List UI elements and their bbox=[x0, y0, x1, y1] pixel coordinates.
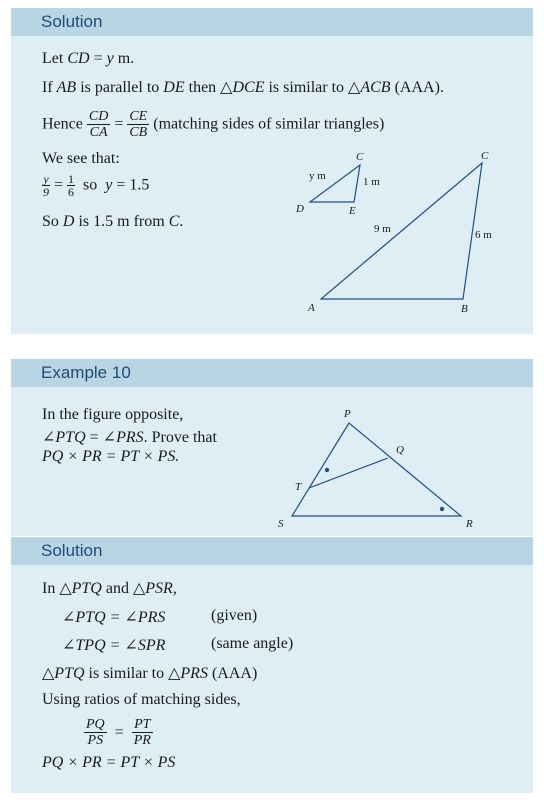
label-a: A bbox=[308, 302, 315, 314]
frac-den-cb: CB bbox=[129, 125, 148, 140]
solution2-line-same-note: (same angle) bbox=[211, 635, 294, 652]
text-in: In bbox=[42, 580, 60, 597]
example-line-claim: PQ × PR = PT × PS. bbox=[42, 448, 180, 465]
solution2-line-in bbox=[42, 578, 177, 598]
solution-line-equation bbox=[42, 173, 149, 198]
text-similar: is similar to bbox=[264, 79, 349, 96]
var-y: y bbox=[106, 50, 114, 67]
text-then: then bbox=[184, 79, 221, 96]
triangle-psr bbox=[292, 423, 461, 516]
text-unit: m. bbox=[113, 50, 135, 67]
angle-prs: ∠PRS bbox=[102, 429, 144, 446]
solution-line-we-see: We see that: bbox=[42, 150, 120, 167]
fraction-pq-ps bbox=[84, 717, 107, 748]
triangle-pqr-figure bbox=[275, 403, 490, 538]
label-9m: 9 m bbox=[374, 223, 391, 235]
angle-mark-r bbox=[440, 507, 444, 511]
var-cd: CD bbox=[67, 50, 90, 67]
label-p: P bbox=[344, 408, 351, 420]
example-header bbox=[11, 359, 533, 387]
label-e: E bbox=[349, 205, 356, 217]
solution2-line-result: PQ × PR = PT × PS bbox=[42, 754, 176, 771]
var-ab: AB bbox=[56, 79, 77, 96]
text-aaa: (AAA). bbox=[390, 79, 444, 96]
fraction-cd-ca bbox=[87, 109, 110, 140]
frac-den-pr: PR bbox=[133, 733, 151, 748]
solution2-line-fraction bbox=[84, 717, 153, 748]
solution2-header-label: Solution bbox=[41, 541, 103, 560]
solution-line-parallel bbox=[42, 77, 444, 97]
text-so2: So bbox=[42, 213, 63, 230]
label-s: S bbox=[278, 518, 284, 530]
example-line-angles bbox=[42, 427, 217, 447]
text-eq2: = bbox=[110, 115, 128, 133]
frac-num-y: y bbox=[43, 172, 49, 186]
angle-mark-t bbox=[325, 468, 329, 472]
fraction-pt-pr bbox=[132, 717, 153, 748]
text-eq4: = bbox=[85, 429, 103, 446]
text-let: Let bbox=[42, 50, 68, 67]
text-and: and bbox=[101, 580, 133, 597]
solution2-header bbox=[11, 537, 533, 565]
triangle-prs: △PRS bbox=[168, 665, 208, 682]
label-b: B bbox=[461, 303, 468, 315]
triangle-ptq: △PTQ bbox=[59, 580, 102, 597]
label-6m: 6 m bbox=[475, 229, 492, 241]
solution2-line-given-eq: ∠PTQ = ∠PRS bbox=[62, 609, 166, 626]
solution-line-conclusion bbox=[42, 213, 183, 231]
frac-den-ps: PS bbox=[87, 733, 104, 748]
text-so: so bbox=[75, 176, 106, 194]
text-eq5: = bbox=[114, 723, 124, 741]
text-parallel: is parallel to bbox=[76, 79, 164, 96]
var-y-result: y bbox=[105, 176, 113, 194]
text-if: If bbox=[42, 79, 57, 96]
label-d: D bbox=[296, 203, 304, 215]
solution2-line-similar bbox=[42, 663, 257, 683]
frac-num-1: 1 bbox=[68, 172, 75, 186]
var-c: C bbox=[168, 213, 180, 230]
label-q: Q bbox=[396, 444, 404, 456]
solution-line-hence bbox=[42, 109, 384, 140]
solution-header-label: Solution bbox=[41, 12, 103, 31]
solution2-line-ratios: Using ratios of matching sides, bbox=[42, 691, 241, 708]
triangle-dce: △DCE bbox=[220, 79, 265, 96]
text-result-value: = 1.5 bbox=[112, 176, 150, 194]
frac-den-6: 6 bbox=[68, 185, 75, 199]
segment-tq bbox=[309, 458, 388, 488]
angle-ptq: ∠PTQ bbox=[42, 429, 86, 446]
frac-num-cd: CD bbox=[88, 109, 109, 124]
frac-den-ca: CA bbox=[89, 125, 108, 140]
label-ym: y m bbox=[309, 170, 326, 182]
var-de: DE bbox=[163, 79, 185, 96]
frac-num-pq: PQ bbox=[86, 717, 105, 732]
triangle-acb: △ACB bbox=[348, 79, 391, 96]
text-comma: , bbox=[172, 580, 177, 597]
text-matching: (matching sides of similar triangles) bbox=[149, 115, 385, 133]
text-eq3: = bbox=[50, 176, 68, 194]
large-triangle bbox=[321, 163, 482, 299]
text-similar2: is similar to bbox=[84, 665, 169, 682]
solution2-line-same-eq: ∠TPQ = ∠SPR bbox=[62, 637, 166, 654]
label-small-c: C bbox=[356, 151, 364, 163]
frac-num-pt: PT bbox=[132, 717, 153, 733]
text-distance: is 1.5 m from bbox=[74, 213, 169, 230]
text-aaa2: (AAA) bbox=[207, 665, 258, 682]
solution-line-let bbox=[42, 50, 134, 68]
text-period: . bbox=[179, 213, 184, 230]
frac-num-ce: CE bbox=[129, 109, 148, 124]
similar-triangles-figure bbox=[285, 148, 525, 318]
triangle-ptq-2: △PTQ bbox=[42, 665, 85, 682]
solution2-line-given-note: (given) bbox=[211, 607, 258, 624]
solution-header bbox=[11, 8, 533, 36]
example-line-figure: In the figure opposite, bbox=[42, 406, 184, 423]
fraction-1-6 bbox=[67, 173, 75, 198]
label-t: T bbox=[295, 481, 302, 493]
fraction-y-9 bbox=[42, 173, 50, 198]
example-header-label: Example 10 bbox=[41, 363, 131, 382]
text-hence: Hence bbox=[42, 115, 87, 133]
fraction-ce-cb bbox=[127, 109, 149, 140]
frac-den-9: 9 bbox=[43, 185, 49, 199]
label-1m: 1 m bbox=[363, 176, 380, 188]
triangle-psr: △PSR bbox=[132, 580, 173, 597]
text-prove: . Prove that bbox=[143, 429, 217, 446]
label-r: R bbox=[466, 518, 473, 530]
label-large-c: C bbox=[481, 150, 489, 162]
var-d: D bbox=[62, 213, 75, 230]
text-eq: = bbox=[89, 50, 107, 67]
